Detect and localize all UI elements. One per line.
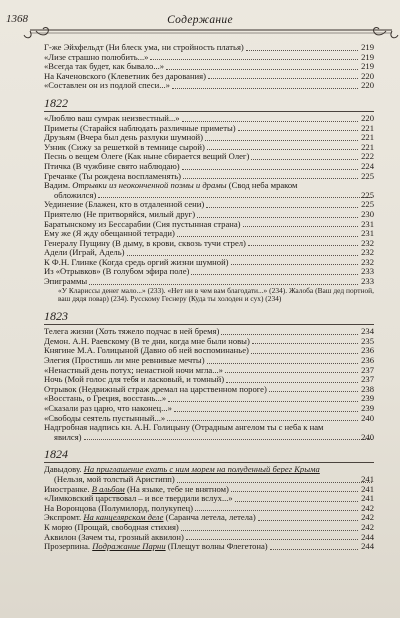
toc-entry-page: 219 <box>361 42 374 52</box>
toc-entry-vadim <box>44 181 374 200</box>
toc-entry <box>44 267 374 277</box>
leader-dots <box>208 78 358 79</box>
toc-entry-rest: «Лимковский царствовал – и все твердили вслух...» <box>44 494 233 504</box>
leader-dots <box>270 549 358 550</box>
toc-entry-page: 225 <box>361 199 374 210</box>
toc-entry <box>44 248 374 258</box>
toc-entry-page: 244 <box>361 541 374 552</box>
toc-entry-title: К Ф.Н. Глинке (Когда средь оргий жизни шумной) <box>44 257 229 267</box>
toc-entry <box>44 53 374 63</box>
toc-entry-italic: Отрывки из неоконченной поэмы и драмы <box>72 180 227 191</box>
toc-entry-page: 233 <box>361 266 374 277</box>
toc-entry <box>44 143 374 153</box>
toc-entry <box>44 277 374 287</box>
leader-dots <box>235 501 358 502</box>
year-rule <box>44 462 374 463</box>
toc-entry-title: «Лизе страшно полюбить...» <box>44 52 149 62</box>
leader-dots <box>246 50 358 51</box>
leader-dots <box>231 491 358 492</box>
toc-entry-title: Адели (Играй, Адель) <box>44 248 125 258</box>
leader-dots <box>150 59 358 60</box>
leader-dots <box>191 274 358 275</box>
toc-entry-title: Узник (Сижу за решеткой в темнице сырой) <box>44 142 205 152</box>
page-header <box>0 0 400 40</box>
toc-entry <box>44 394 374 404</box>
toc-entry-page: 242 <box>361 512 374 523</box>
leader-dots <box>181 530 358 531</box>
toc-group-1822b <box>44 200 374 286</box>
toc-entry-line2: явился) <box>54 431 82 442</box>
toc-entry-prefix: Давыдову. <box>44 464 84 475</box>
toc-entry-title: На Каченовского (Клеветник без дарования) <box>44 71 206 81</box>
toc-entry-title: Друзьям (Вчера был день разлуки шумной) <box>44 133 204 143</box>
leader-dots <box>248 245 358 246</box>
toc-entry-title <box>44 485 229 495</box>
toc-entry-line2: (Нельзя, мой толстый Аристипп) <box>54 473 175 484</box>
toc-entry <box>44 494 374 504</box>
toc-entry-title: Баратынскому из Бессарабии (Сия пустынная страна) <box>44 219 241 229</box>
leader-dots <box>172 88 358 89</box>
toc-entry-page: 220 <box>361 80 374 91</box>
toc-entry-line2: обложился) <box>54 189 97 200</box>
leader-dots <box>207 149 358 150</box>
toc-entry <box>44 258 374 268</box>
toc-entry <box>44 513 374 523</box>
toc-entry-line1: Надгробная надпись кн. А.Н. Голицыну (Отрадным ангелом ты с неба к нам <box>44 422 324 433</box>
toc-entry <box>44 385 374 395</box>
toc-entry-page: 231 <box>361 218 374 229</box>
toc-entry-page: 221 <box>361 132 374 143</box>
toc-entry <box>44 346 374 356</box>
toc-entry-page: 225 <box>361 170 374 181</box>
leader-dots <box>243 226 358 227</box>
header-ornament <box>0 0 400 40</box>
toc-entry <box>44 200 374 210</box>
toc-entry-rest: Аквилон (Зачем ты, грозный аквилон) <box>44 532 184 542</box>
leader-dots <box>251 353 358 354</box>
toc-entry-title: «Составлен он из подлой спеси...» <box>44 81 170 91</box>
leader-dots <box>205 140 358 141</box>
toc-entry-title: Отрывок (Недвижный страж дремал на царственном пороге) <box>44 384 267 394</box>
toc-entry-title: Ему же (Я жду обещанной тетради) <box>44 229 175 239</box>
toc-entry-title: Эпиграммы <box>44 277 88 287</box>
toc-entry <box>44 239 374 249</box>
running-title: Содержание <box>167 14 233 26</box>
toc-entry-title: Телега жизни (Хоть тяжело подчас в ней бремя) <box>44 327 220 337</box>
year-rule <box>44 111 374 112</box>
leader-dots <box>251 159 358 160</box>
toc-entry <box>44 133 374 143</box>
toc-entry-italic: В альбом <box>91 484 125 494</box>
toc-group-1821 <box>44 43 374 91</box>
year-rule <box>44 324 374 325</box>
toc-entry-page: 221 <box>361 141 374 152</box>
leader-dots <box>182 121 358 122</box>
toc-entry-prefix: Иностранке. <box>44 484 92 494</box>
toc-entry-title <box>44 513 256 523</box>
toc-entry-title: «Всегда так будет, как бывало...» <box>44 62 165 72</box>
toc-entry-prefix: Вадим. <box>44 180 73 191</box>
toc-group-1824 <box>44 485 374 552</box>
toc-entry-title: Ночь (Мой голос для тебя и ласковый, и томный) <box>44 375 225 385</box>
toc-entry-page: 219 <box>361 51 374 62</box>
toc-entry-page: 240 <box>361 412 374 423</box>
toc-entry-page: 241 <box>361 493 374 504</box>
toc-entry-title <box>44 533 184 543</box>
left-flourish-icon <box>24 28 48 38</box>
toc-entry-page: 239 <box>361 403 374 413</box>
leader-dots <box>231 264 358 265</box>
leader-dots <box>225 372 358 373</box>
leader-dots <box>167 420 358 421</box>
toc-entry-rest: На Воронцова (Полумилорд, полукупец) <box>44 503 193 513</box>
leader-dots <box>127 255 359 256</box>
year-heading-1822: 1822 <box>44 95 68 110</box>
toc-entry <box>44 523 374 533</box>
leader-dots <box>195 510 358 511</box>
toc-entry-page: 235 <box>361 335 374 346</box>
toc-entry <box>44 404 374 414</box>
toc-entry-page: 222 <box>361 151 374 162</box>
toc-entry-page: 241 <box>361 483 374 494</box>
toc-entry-title <box>44 494 233 504</box>
leader-dots <box>221 334 358 335</box>
toc-entry-title: Песнь о вещем Олеге (Как ныне сбирается вещий Олег) <box>44 152 250 162</box>
toc-entry-title: «Сказали раз царю, что наконец...» <box>44 404 172 413</box>
leader-dots <box>258 520 358 521</box>
toc-entry <box>44 229 374 239</box>
toc-entry-page: 237 <box>361 374 374 385</box>
toc-entry-page: 232 <box>361 247 374 258</box>
toc-entry <box>44 375 374 385</box>
toc-entry-title: Генералу Пущину (В дыму, в крови, сквозь тучи стрел) <box>44 238 246 248</box>
toc-entry-rest: К морю (Прощай, свободная стихия) <box>44 522 179 532</box>
toc-entry-rest: (Саранча летела, летела) <box>163 513 256 523</box>
toc-entry-title: Демон. А.Н. Раевскому (В те дни, когда мне были новы) <box>44 336 250 346</box>
toc-entry-title: «Ненастный день потух; ненастной ночи мгла...» <box>44 365 223 375</box>
right-flourish-icon <box>374 28 398 38</box>
toc-entry-page: 244 <box>361 531 374 542</box>
toc-entry-title: «Свободы сеятель пустынный...» <box>44 413 166 423</box>
toc-entry <box>44 533 374 543</box>
toc-entry <box>44 356 374 366</box>
toc-entry-page: 237 <box>361 364 374 375</box>
toc-entry <box>44 542 374 552</box>
toc-entry-title: Уединение (Блажен, кто в отдаленной сени) <box>44 200 205 210</box>
leader-dots <box>207 363 358 364</box>
toc-entry <box>44 43 374 53</box>
toc-entry <box>44 81 374 91</box>
toc-entry-title: Приметы (Старайся наблюдать различные приметы) <box>44 123 236 133</box>
toc-entry <box>44 152 374 162</box>
toc-entry-rest: (Плещут волны Флегетона) <box>165 542 268 552</box>
toc-entry <box>44 366 374 376</box>
toc-entry-page: 242 <box>361 521 374 532</box>
toc-entry-title: Элегия (Простишь ли мне ревнивые мечты) <box>44 356 205 366</box>
toc-entry-title: Княгине М.А. Голицыной (Давно об ней воспоминанье) <box>44 346 249 356</box>
toc-entry <box>44 162 374 172</box>
leader-dots <box>182 169 358 170</box>
toc-entry <box>44 72 374 82</box>
leader-dots <box>226 382 358 383</box>
toc-entry-title: Приятелю (Не притворяйся, милый друг) <box>44 209 196 219</box>
toc-entry-page: 233 <box>361 276 374 287</box>
toc-entry-page: 242 <box>361 502 374 513</box>
toc-entry-page: 219 <box>361 61 374 72</box>
toc-entry <box>44 485 374 495</box>
toc-group-1822 <box>44 114 374 181</box>
toc-entry-title: «Восстань, о Греция, восстань...» <box>44 394 167 404</box>
toc-entry-title: Г-же Эйхфельдт (Ни блеск ума, ни стройность платья) <box>44 43 244 52</box>
toc-entry-prefix: Прозерпина. <box>44 542 93 552</box>
toc-entry-prefix: Экспромт. <box>44 513 84 523</box>
toc-entry-title: «Люблю ваш сумрак неизвестный...» <box>44 113 180 123</box>
year-heading-1824: 1824 <box>44 447 68 462</box>
toc-entry-page: 238 <box>361 383 374 394</box>
toc-entry-page: 239 <box>361 393 374 404</box>
toc-entry <box>44 337 374 347</box>
toc-entry <box>44 210 374 220</box>
toc-group-1823 <box>44 327 374 423</box>
toc-body <box>44 43 374 552</box>
toc-entry-title: Птичка (В чужбине свято наблюдаю) <box>44 161 180 171</box>
toc-entry-title <box>44 542 268 552</box>
toc-entry-nadgrob <box>44 423 374 442</box>
leader-dots <box>252 343 358 344</box>
toc-entry <box>44 124 374 134</box>
toc-entry-page: 240 <box>361 431 374 442</box>
year-heading-1823: 1823 <box>44 309 68 324</box>
leader-dots <box>269 391 358 392</box>
toc-entry-rest: (На языке, тебе не внятном) <box>124 484 229 494</box>
leader-dots <box>206 207 358 208</box>
toc-entry <box>44 62 374 72</box>
toc-entry-page: 230 <box>361 208 374 219</box>
toc-entry-italic: На канцелярском деле <box>83 513 164 523</box>
toc-entry-italic: На приглашение ехать с ним морем на полуденный берег Крыма <box>83 464 320 475</box>
toc-entry-davydov <box>44 465 374 484</box>
toc-entry-suffix: (Свод неба мраком <box>226 180 298 191</box>
toc-entry-page: 236 <box>361 345 374 356</box>
toc-entry-page: 232 <box>361 256 374 267</box>
leader-dots <box>197 217 358 218</box>
toc-entry <box>44 220 374 230</box>
leader-dots <box>166 69 358 70</box>
toc-entry-page: 224 <box>361 160 374 171</box>
toc-entry-page: 236 <box>361 355 374 366</box>
toc-entry-page: 220 <box>361 70 374 81</box>
toc-entry-italic: Подражание Парни <box>92 542 166 552</box>
epigram-list: «У Клариссы денег мало...» (233). «Нет ни в чем вам благодати...» (234). Жалоба (Ваш дед портной, ваш дядя повар) (234). Русскому Геснеру (Куда ты холоден и сух) (234) <box>58 285 374 304</box>
leader-dots <box>168 401 358 402</box>
toc-entry-page: 225 <box>361 189 374 200</box>
toc-entry <box>44 504 374 514</box>
leader-dots <box>89 284 358 285</box>
toc-entry-page: 241 <box>361 473 374 484</box>
toc-entry-page: 220 <box>361 112 374 123</box>
toc-entry-page: 234 <box>361 326 374 337</box>
leader-dots <box>186 539 358 540</box>
leader-dots <box>174 411 358 412</box>
toc-entry <box>44 114 374 124</box>
toc-entry-title: Из «Отрывков» (В голубом эфира поле) <box>44 267 190 277</box>
toc-entry-page: 232 <box>361 237 374 248</box>
leader-dots <box>238 130 358 131</box>
toc-entry <box>44 327 374 337</box>
toc-entry-page: 221 <box>361 122 374 133</box>
toc-entry-title <box>44 504 193 514</box>
toc-entry-page: 231 <box>361 228 374 239</box>
leader-dots <box>177 236 358 237</box>
toc-entry-title <box>44 523 179 533</box>
toc-entry-title: Гречанке (Ты рождена воспламенять) <box>44 171 182 181</box>
leader-dots <box>183 178 358 179</box>
page-number: 1368 <box>6 13 28 25</box>
